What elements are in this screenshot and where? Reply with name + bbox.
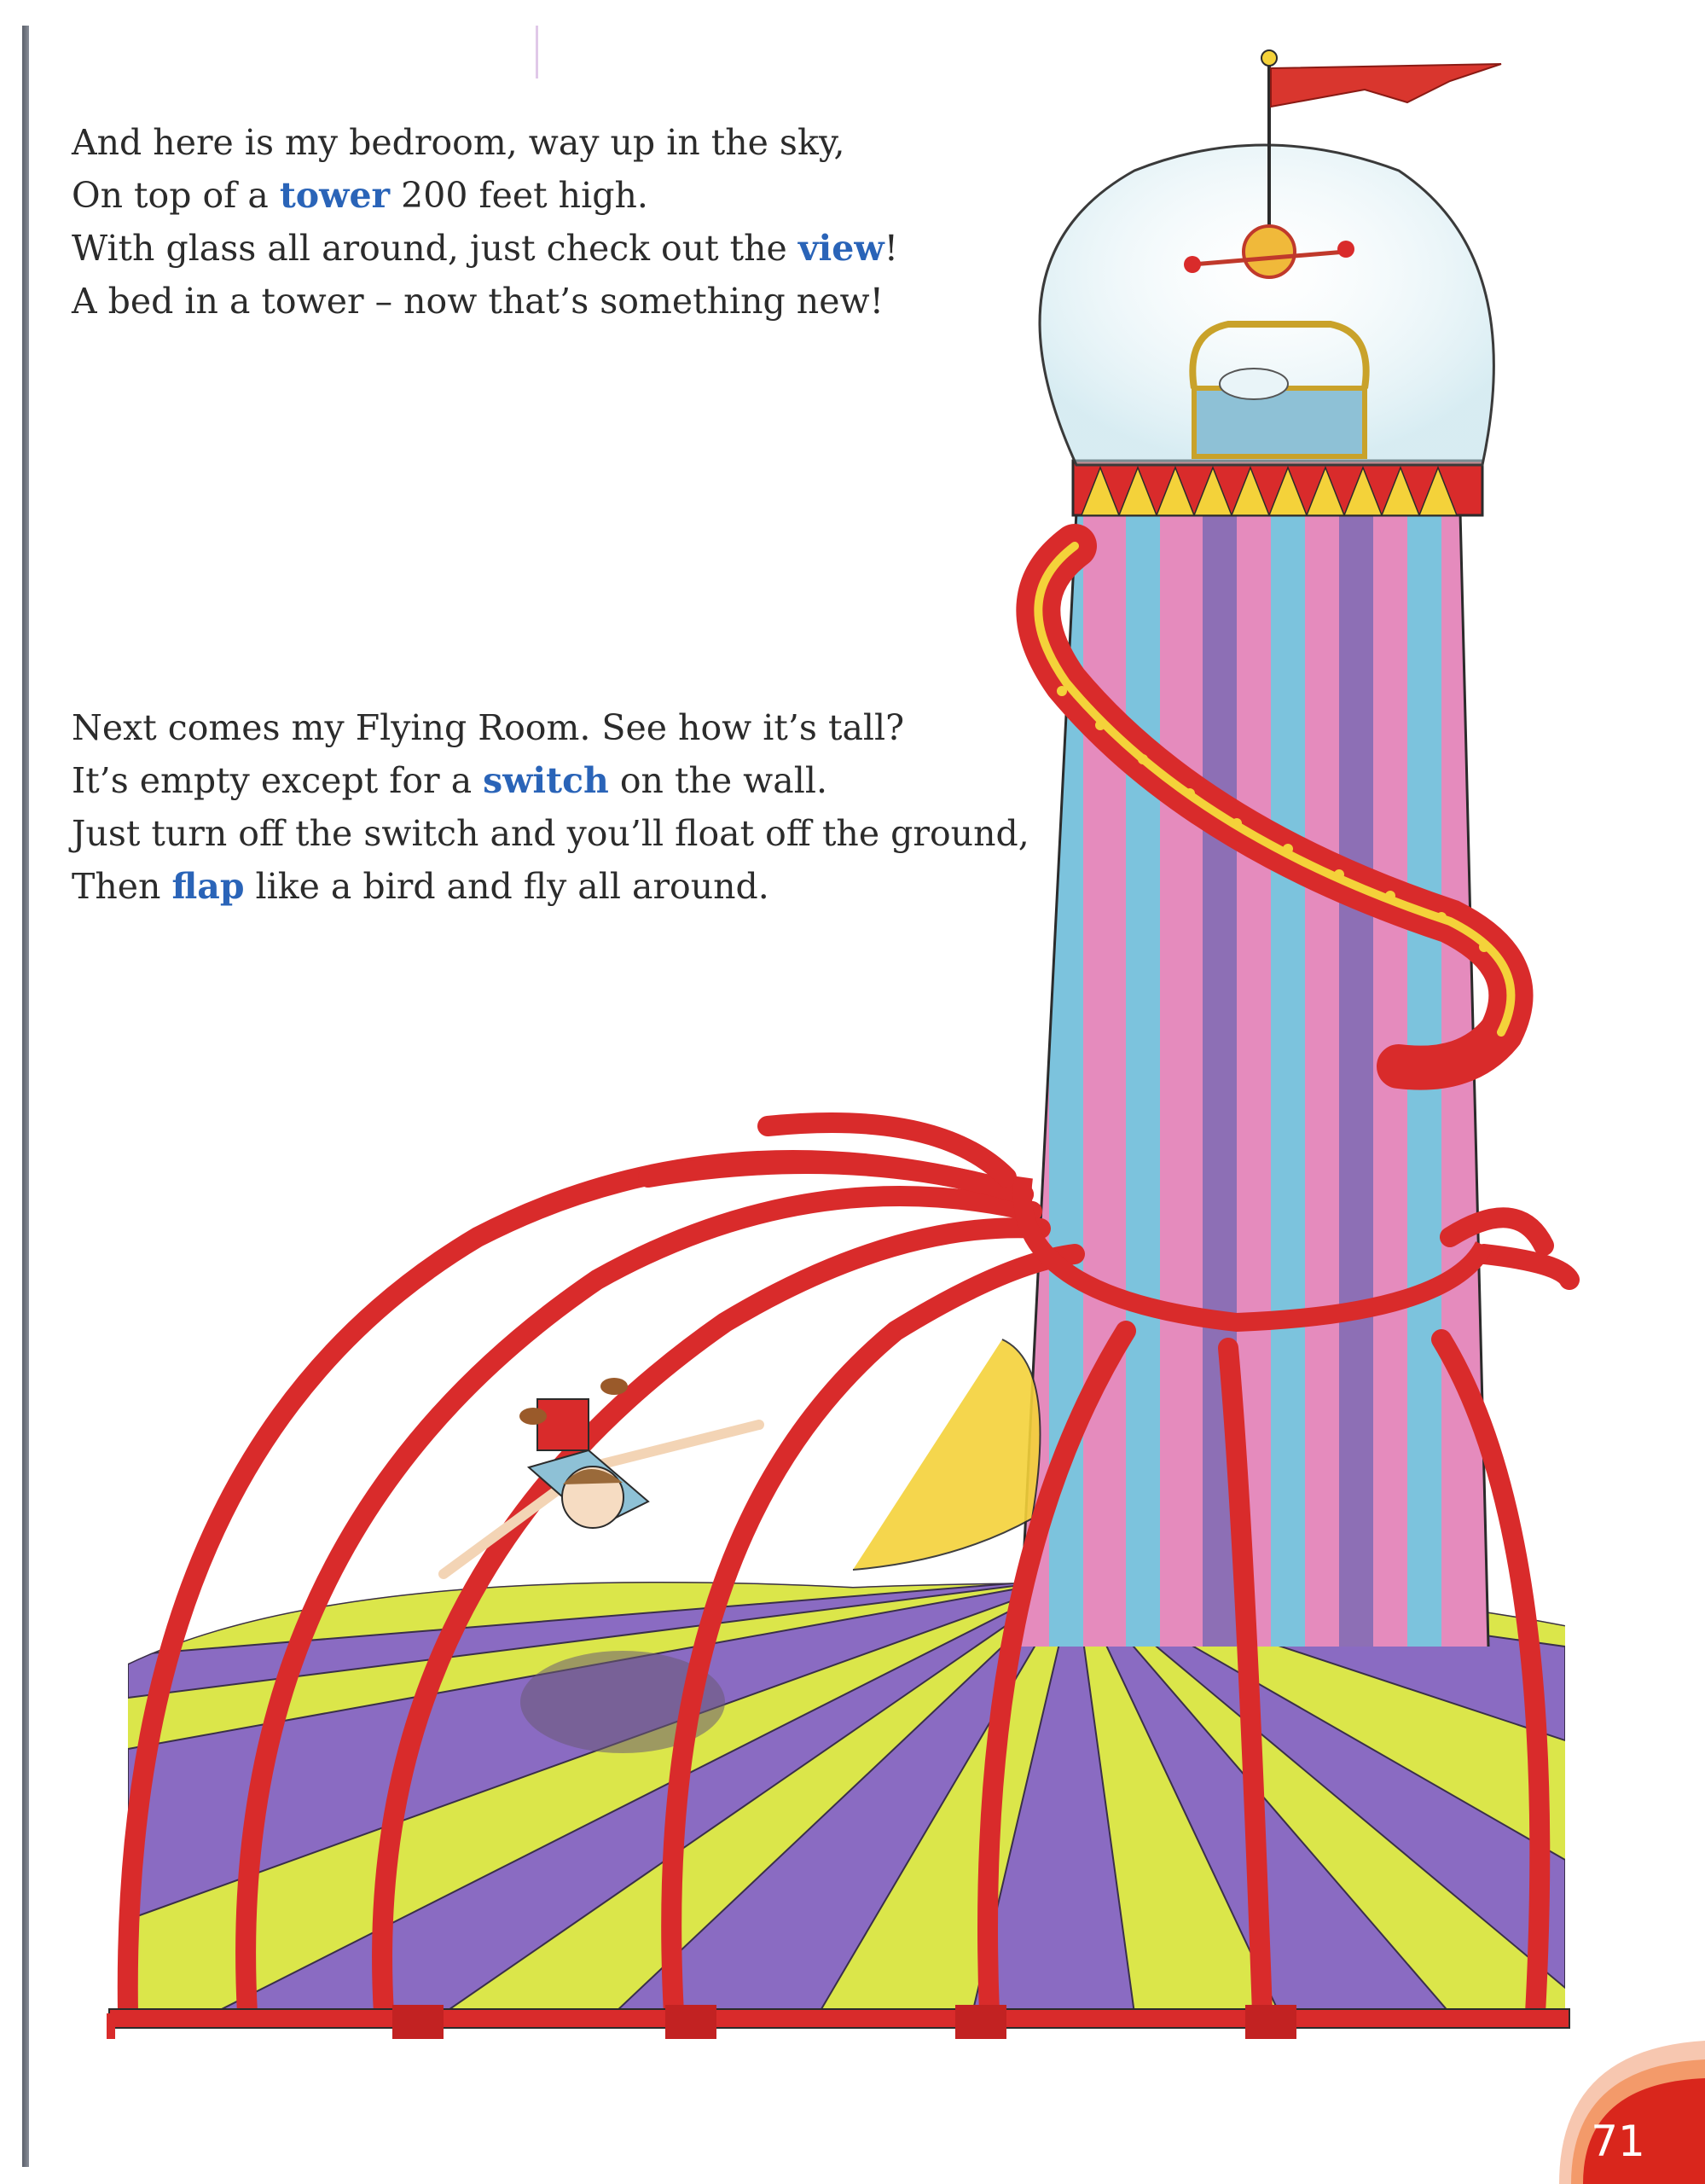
poem-line: On top of a tower 200 feet high. [72,175,648,216]
poem-line: Next comes my Flying Room. See how it’s tall? [72,707,905,748]
flying-boy [444,1378,759,1574]
dome-base-rail [107,2005,1569,2039]
vocabulary-word: switch [483,760,609,801]
poem-line: Then flap like a bird and fly all around. [72,866,769,907]
vocabulary-word: flap [171,866,245,907]
page-number: 71 [1591,2117,1645,2166]
poem-line: Just turn off the switch and you’ll float off the ground, [72,813,1029,854]
poem-line: It’s empty except for a switch on the wall. [72,760,827,801]
glass-bedroom-dome [1040,50,1501,465]
vocabulary-word: tower [279,175,391,216]
poem-line: With glass all around, just check out the view! [72,228,899,269]
vocabulary-word: view [797,228,884,269]
poem-line: A bed in a tower – now that’s something new! [72,281,884,322]
poem-line: And here is my bedroom, way up in the sky, [72,122,845,163]
tower-top-band [1073,461,1482,515]
